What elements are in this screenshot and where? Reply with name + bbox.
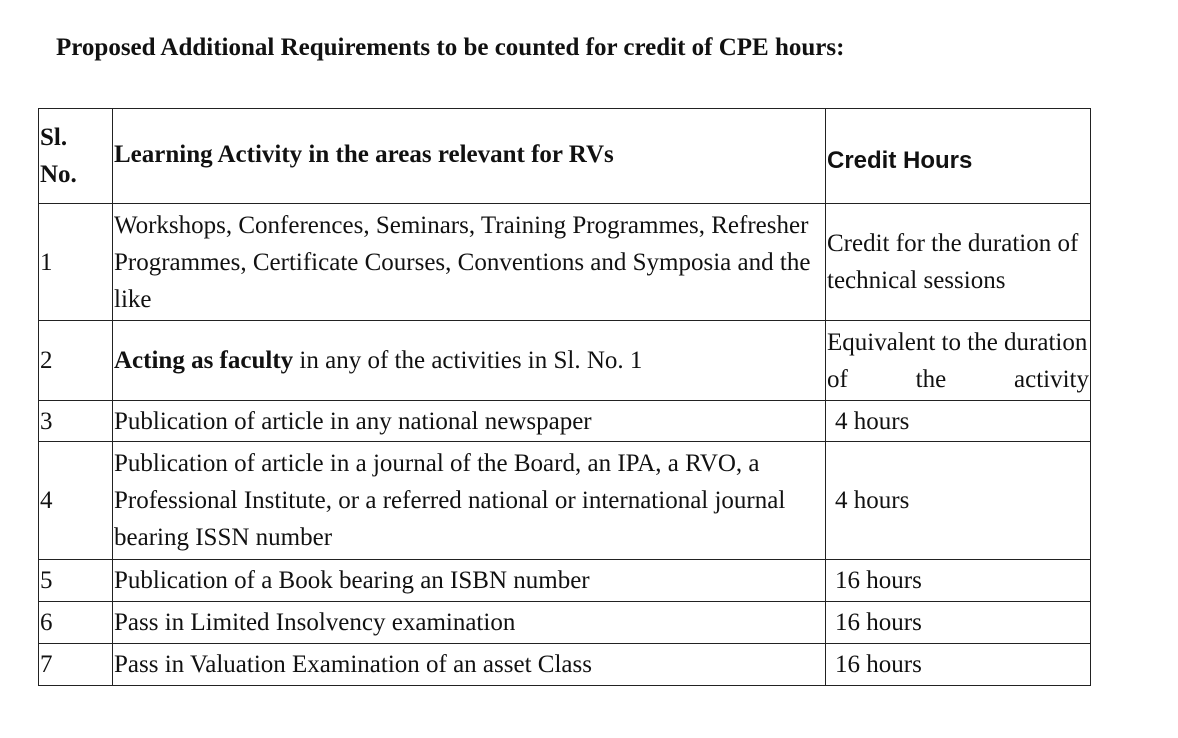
table-row (39, 321, 1091, 401)
table-header-row (39, 109, 1091, 204)
credit-cell: Credit for the duration of technical sessions (826, 204, 1091, 321)
page-title: Proposed Additional Requirements to be counted for credit of CPE hours: (56, 34, 845, 61)
activity-cell: Pass in Valuation Examination of an asset Class (113, 644, 826, 686)
activity-cell: Pass in Limited Insolvency examination (113, 602, 826, 644)
sl-no-cell: 1 (39, 204, 113, 321)
sl-no-cell: 6 (39, 602, 113, 644)
cpe-requirements-table (38, 108, 1091, 686)
table-row (39, 644, 1091, 686)
activity-cell: Publication of article in any national newspaper (113, 401, 826, 442)
activity-text: in any of the activities in Sl. No. 1 (293, 347, 643, 374)
table-row (39, 560, 1091, 602)
activity-emphasis: Acting as faculty (114, 347, 294, 374)
credit-cell: 16 hours (826, 644, 1091, 686)
activity-cell: Publication of a Book bearing an ISBN number (113, 560, 826, 602)
table-row (39, 442, 1091, 560)
table-row (39, 401, 1091, 442)
sl-no-cell: 2 (39, 321, 113, 401)
activity-cell: Workshops, Conferences, Seminars, Training Programmes, Refresher Programmes, Certificate Courses, Conventions and Symposia and the like (113, 204, 826, 321)
header-learning-activity: Learning Activity in the areas relevant for RVs (113, 109, 826, 204)
header-credit-hours: Credit Hours (826, 109, 1091, 204)
credit-cell: Equivalent to the duration of the activity (826, 321, 1091, 401)
header-sl-no: Sl. No. (39, 109, 113, 204)
credit-cell: 16 hours (826, 560, 1091, 602)
table-row (39, 602, 1091, 644)
sl-no-cell: 3 (39, 401, 113, 442)
sl-no-cell: 5 (39, 560, 113, 602)
credit-cell: 4 hours (826, 442, 1091, 560)
table-row (39, 204, 1091, 321)
activity-cell (113, 321, 826, 401)
activity-cell: Publication of article in a journal of the Board, an IPA, a RVO, a Professional Institute, or a referred national or international journal bearing ISSN number (113, 442, 826, 560)
credit-cell: 4 hours (826, 401, 1091, 442)
sl-no-cell: 7 (39, 644, 113, 686)
sl-no-cell: 4 (39, 442, 113, 560)
credit-cell: 16 hours (826, 602, 1091, 644)
